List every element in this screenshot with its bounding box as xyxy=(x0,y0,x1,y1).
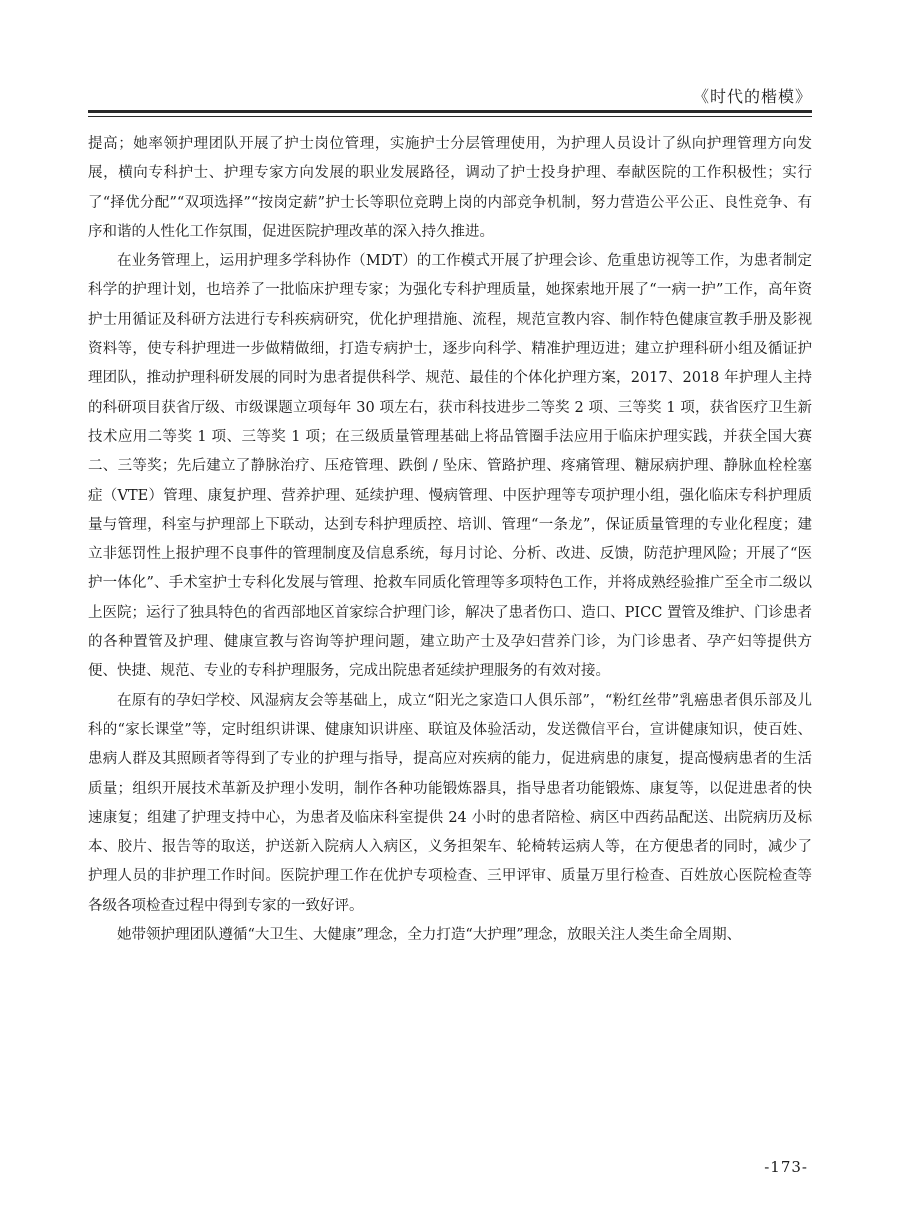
page-number: -173- xyxy=(764,1158,808,1176)
running-header: 《时代的楷模》 xyxy=(692,87,812,106)
body-text xyxy=(88,130,812,950)
paragraph: 提高；她率领护理团队开展了护士岗位管理，实施护士分层管理使用，为护理人员设计了纵向护理管理方向发展，横向专科护士、护理专家方向发展的职业发展路径，调动了护士投身护理、奉献医院的工作积极性；实行了“择优分配”“双项选择”“按岗定薪”护士长等职位竞聘上岗的内部竞争机制，努力营造公平公正、良性竞争、有序和谐的人性化工作氛围，促进医院护理改革的深入持久推进。 xyxy=(88,136,812,240)
paragraph: 她带领护理团队遵循“大卫生、大健康”理念，全力打造“大护理”理念，放眼关注人类生命全周期、 xyxy=(117,927,742,944)
paragraph: 在原有的孕妇学校、风湿病友会等基础上，成立“阳光之家造口人俱乐部”，“粉红丝带”乳癌患者俱乐部及儿科的“家长课堂”等，定时组织讲课、健康知识讲座、联谊及体验活动，发送微信平台，宣讲健康知识，使百姓、患病人群及其照顾者等得到了专业的护理与指导，提高应对疾病的能力，促进病患的康复，提高慢病患者的生活质量；组织开展技术革新及护理小发明，制作各种功能锻炼器具，指导患者功能锻炼、康复等，以促进患者的快速康复；组建了护理支持中心，为患者及临床科室提供 24 小时的患者陪检、病区中西药品配送、出院病历及标本、胶片、报告等的取送，护送新入院病人入病区，义务担架车、轮椅转运病人等，在方便患者的同时，减少了护理人员的非护理工作时间。医院护理工作在优护专项检查、三甲评审、质量万里行检查、百姓放心医院检查等各级各项检查过程中得到专家的一致好评。 xyxy=(88,692,812,914)
header-rule xyxy=(88,110,812,113)
paragraph: 在业务管理上，运用护理多学科协作（MDT）的工作模式开展了护理会诊、危重患访视等工作，为患者制定科学的护理计划，也培养了一批临床护理专家；为强化专科护理质量，她探索地开展了“一病一护”工作，高年资护士用循证及科研方法进行专科疾病研究，优化护理措施、流程，规范宣教内容、制作特色健康宣教手册及影视资料等，使专科护理进一步做精做细，打造专病护士，逐步向科学、精准护理迈进；建立护理科研小组及循证护理团队，推动护理科研发展的同时为患者提供科学、规范、最佳的个体化护理方案，2017、2018 年护理人主持的科研项目获省厅级、市级课题立项每年 30 项左右，获市科技进步二等奖 2 项、三等奖 1 项，获省医疗卫生新技术应用二等奖 1 项、三等奖 1 项；在三级质量管理基础上将品管圈手法应用于临床护理实践，并获全国大赛二、三等奖；先后建立了静脉治疗、压疮管理、跌倒 / 坠床、管路护理、疼痛管理、糖尿病护理、静脉血栓栓塞症（VTE）管理、康复护理、营养护理、延续护理、慢病管理、中医护理等专项护理小组，强化临床专科护理质量与管理，科室与护理部上下联动，达到专科护理质控、培训、管理“一条龙”，保证质量管理的专业化程度；建立非惩罚性上报护理不良事件的管理制度及信息系统，每月讨论、分析、改进、反馈，防范护理风险；开展了“医护一体化”、手术室护士专科化发展与管理、抢救车同质化管理等多项特色工作，并将成熟经验推广至全市二级以上医院；运行了独具特色的省西部地区首家综合护理门诊，解决了患者伤口、造口、PICC 置管及维护、门诊患者的各种置管及护理、健康宣教与咨询等护理问题，建立助产士及孕妇营养门诊，为门诊患者、孕产妇等提供方便、快捷、规范、专业的专科护理服务，完成出院患者延续护理服务的有效对接。 xyxy=(88,253,812,680)
header-rule-thin xyxy=(88,116,812,117)
